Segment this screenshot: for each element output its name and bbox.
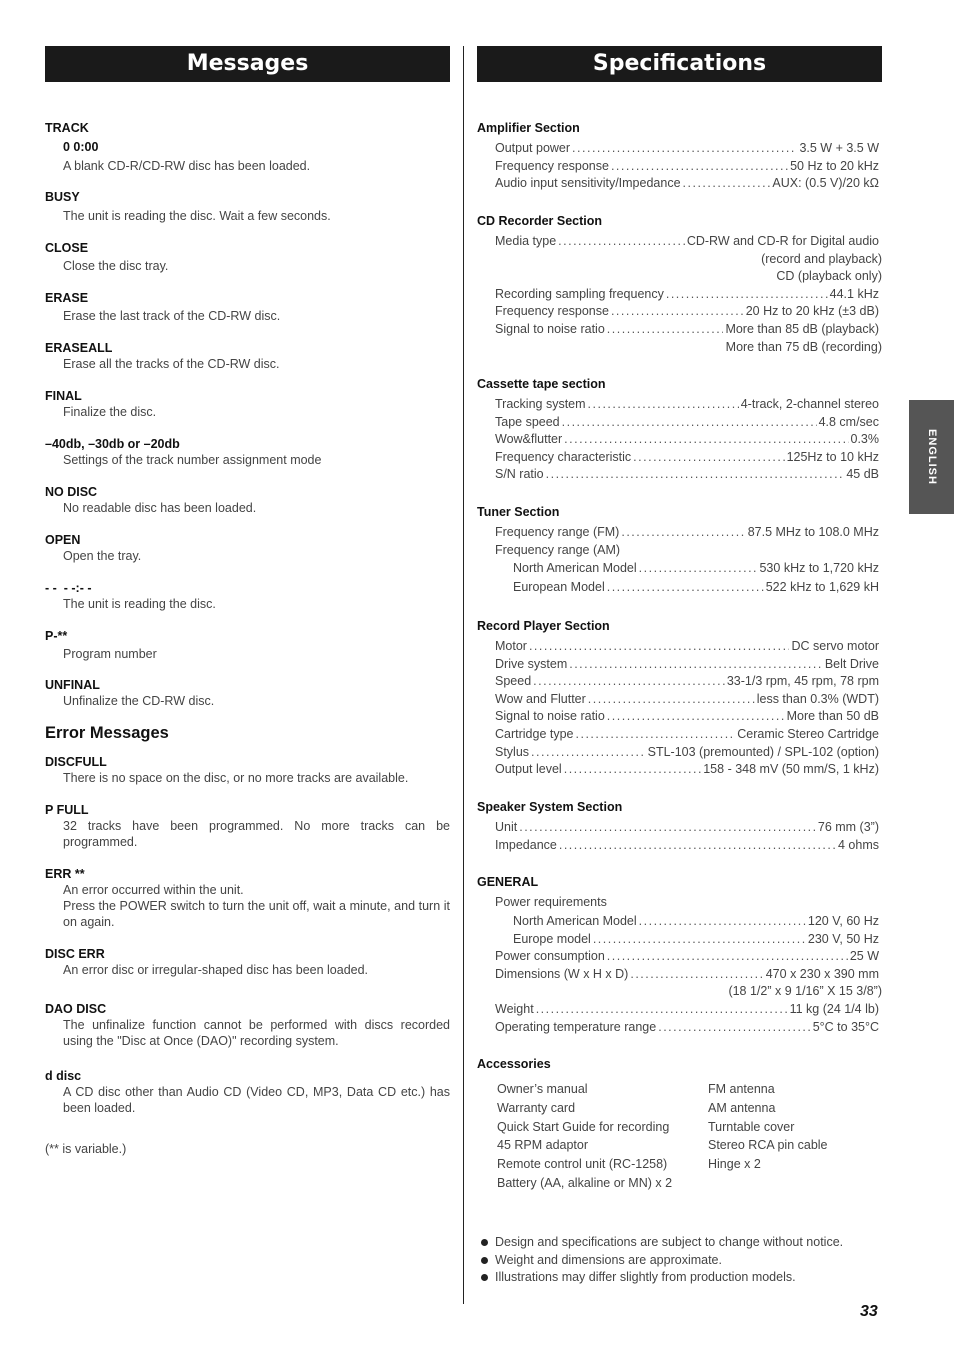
message-program	[45, 628, 450, 662]
spec-row	[477, 819, 879, 837]
leader-dots	[546, 466, 845, 484]
spec-value: 3.5 W + 3.5 W	[799, 141, 879, 155]
spec-row	[477, 449, 879, 467]
message-desc: Close the disc tray.	[63, 259, 169, 273]
error-term: ERR **	[45, 867, 85, 881]
spec-row	[477, 578, 879, 597]
speaker-section	[477, 799, 882, 854]
spec-label: Signal to noise ratio	[495, 321, 605, 336]
spec-value: 4 ohms	[838, 837, 879, 852]
message-term: –40db, –30db or –20db	[45, 437, 180, 451]
spec-label: Weight	[495, 1001, 534, 1016]
error-term: DAO DISC	[45, 1002, 107, 1016]
accessory-item: 45 RPM adaptor	[497, 1138, 589, 1153]
spec-value: STL-103 (premounted) / SPL-102 (option)	[647, 744, 879, 759]
spec-row	[477, 931, 879, 949]
spec-row	[477, 708, 879, 726]
spec-value: 50 Hz to 20 kHz	[790, 158, 879, 173]
messages-title: Messages	[45, 46, 450, 82]
spec-value: 230 V, 50 Hz	[807, 931, 879, 946]
spec-label: Speed	[495, 674, 532, 689]
page-number: 33	[860, 1303, 878, 1320]
error-desc: The unfinalize function cannot be performed with discs recorded using the "Disc at Once (DAO)" recording system.	[63, 1018, 450, 1048]
leader-dots	[564, 431, 848, 449]
spec-row	[477, 638, 879, 656]
leader-dots	[572, 140, 797, 158]
spec-label: Output level	[495, 762, 562, 777]
spec-continuation: More than 75 dB (recording)	[725, 339, 882, 354]
cd-recorder-section	[477, 213, 882, 356]
tuner-section	[477, 504, 882, 597]
spec-label: Stylus	[495, 744, 530, 759]
error-desc: Press the POWER switch to turn the unit off, wait a minute, and turn it on again.	[63, 899, 450, 929]
message-close	[45, 240, 450, 274]
spec-row	[477, 524, 879, 542]
record-player-section	[477, 618, 882, 779]
error-discerr	[45, 946, 450, 978]
spec-row	[477, 966, 879, 984]
spec-value: 0.3%	[850, 432, 879, 447]
variable-note: (** is variable.)	[45, 1142, 127, 1156]
message-desc: Program number	[63, 647, 157, 661]
spec-label: Audio input sensitivity/Impedance	[495, 176, 681, 191]
spec-value: 20 Hz to 20 kHz (±3 dB)	[745, 304, 879, 319]
error-term: P FULL	[45, 803, 89, 817]
leader-dots	[519, 819, 816, 837]
spec-continuation: (18 1/2” x 9 1/16” X 15 3/8”)	[728, 984, 882, 999]
message-desc: The unit is reading the disc. Wait a few seconds.	[63, 209, 331, 223]
spec-value: Belt Drive	[824, 656, 879, 671]
leader-dots	[607, 708, 785, 726]
spec-row	[477, 140, 879, 158]
spec-label: North American Model	[513, 913, 637, 928]
error-term: DISC ERR	[45, 947, 105, 961]
accessories-list	[477, 1080, 882, 1193]
leader-dots	[536, 1001, 788, 1019]
spec-label: Wow and Flutter	[495, 691, 586, 706]
note-item: Weight and dimensions are approximate.	[477, 1252, 843, 1270]
language-tab	[909, 400, 954, 514]
spec-row	[477, 948, 879, 966]
error-discfull	[45, 754, 450, 786]
spec-value: 4-track, 2-channel stereo	[740, 397, 879, 411]
error-daodisc	[45, 1001, 450, 1049]
error-ddisc	[45, 1068, 450, 1116]
leader-dots	[576, 726, 736, 744]
spec-value: Ceramic Stereo Cartridge	[737, 726, 879, 741]
spec-value: 45 dB	[846, 467, 879, 482]
spec-row	[477, 726, 879, 744]
spec-value: 76 mm (3”)	[817, 820, 879, 834]
message-desc: No readable disc has been loaded.	[63, 501, 257, 515]
section-title: GENERAL	[477, 875, 539, 889]
accessories-column-1	[497, 1080, 708, 1193]
spec-row	[477, 1019, 879, 1037]
accessory-item: Stereo RCA pin cable	[708, 1138, 828, 1153]
error-desc: An error disc or irregular-shaped disc has been loaded.	[63, 963, 369, 977]
leader-dots	[531, 744, 646, 762]
leader-dots	[529, 638, 790, 656]
message-term: OPEN	[45, 533, 81, 547]
spec-label: Motor	[495, 639, 527, 653]
accessory-item: Battery (AA, alkaline or MN) x 2	[497, 1175, 673, 1190]
accessory-item: Turntable cover	[708, 1119, 795, 1134]
message-desc: Erase all the tracks of the CD-RW disc.	[63, 357, 280, 371]
leader-dots	[621, 524, 745, 542]
leader-dots	[658, 1019, 811, 1037]
accessory-item: Hinge x 2	[708, 1157, 761, 1172]
spec-value: 87.5 MHz to 108.0 MHz	[747, 525, 879, 539]
leader-dots	[611, 303, 744, 321]
spec-label: Frequency response	[495, 158, 609, 173]
accessories-column-2	[708, 1080, 828, 1193]
spec-label: Impedance	[495, 837, 557, 852]
leader-dots	[607, 948, 848, 966]
message-term: CLOSE	[45, 241, 89, 255]
spec-label: Dimensions (W x H x D)	[495, 966, 629, 981]
spec-label: Power requirements	[495, 895, 607, 909]
spec-value: 44.1 kHz	[829, 286, 879, 301]
spec-row	[477, 1001, 879, 1019]
leader-dots	[564, 761, 702, 779]
message-term: ERASE	[45, 291, 89, 305]
message-term: - - - -:- -	[45, 581, 92, 595]
leader-dots	[533, 673, 725, 691]
message-unfinal	[45, 677, 450, 709]
spec-row	[477, 761, 879, 779]
section-title: Tuner Section	[477, 505, 560, 519]
spec-value: More than 50 dB	[786, 709, 879, 724]
spec-row	[477, 656, 879, 674]
error-desc: An error occurred within the unit.	[63, 883, 244, 897]
spec-label: Tracking system	[495, 397, 586, 411]
spec-value: 4.8 cm/sec	[818, 414, 879, 429]
message-term: TRACK	[45, 121, 89, 135]
leader-dots	[569, 656, 823, 674]
spec-label: Unit	[495, 820, 518, 834]
note-item: Illustrations may differ slightly from production models.	[477, 1269, 843, 1287]
leader-dots	[639, 559, 758, 578]
spec-value: CD-RW and CD-R for Digital audio	[686, 234, 879, 248]
spec-continuation: (record and playback)	[761, 251, 882, 266]
message-desc: Open the tray.	[63, 549, 142, 563]
spec-label: Wow&flutter	[495, 432, 563, 447]
message-desc: Erase the last track of the CD-RW disc.	[63, 309, 281, 323]
specifications-column	[477, 46, 882, 1285]
spec-continuation: CD (playback only)	[776, 269, 882, 284]
section-title: Record Player Section	[477, 619, 610, 633]
accessory-item: Quick Start Guide for recording	[497, 1119, 670, 1134]
leader-dots	[630, 966, 763, 984]
spec-row	[477, 158, 879, 176]
spec-row	[477, 414, 879, 432]
spec-row	[477, 466, 879, 484]
spec-row	[477, 744, 879, 762]
error-desc: A CD disc other than Audio CD (Video CD, MP3, Data CD etc.) has been loaded.	[63, 1085, 450, 1115]
specifications-title: Specifications	[477, 46, 882, 82]
message-desc: Unfinalize the CD-RW disc.	[63, 694, 215, 708]
spec-value: 11 kg (24 1/4 lb)	[789, 1001, 879, 1016]
accessories-section	[477, 1056, 882, 1193]
message-desc: The unit is reading the disc.	[63, 597, 216, 611]
error-desc: 32 tracks have been programmed. No more tracks can be programmed.	[63, 819, 450, 849]
accessory-item: Remote control unit (RC-1258)	[497, 1157, 668, 1172]
message-erase	[45, 290, 450, 324]
section-title: Amplifier Section	[477, 121, 580, 135]
spec-label: S/N ratio	[495, 467, 544, 482]
section-title: Cassette tape section	[477, 377, 606, 391]
message-term: UNFINAL	[45, 678, 100, 692]
spec-row	[477, 396, 879, 414]
message-nodisc	[45, 484, 450, 516]
spec-label: European Model	[513, 580, 605, 595]
message-term: NO DISC	[45, 485, 98, 499]
spec-label: Tape speed	[495, 414, 560, 429]
spec-label: Frequency response	[495, 304, 609, 319]
spec-label: Cartridge type	[495, 726, 574, 741]
message-desc: Finalize the disc.	[63, 405, 157, 419]
message-sub: 0 0:00	[63, 140, 99, 154]
leader-dots	[607, 578, 764, 597]
message-term: BUSY	[45, 190, 80, 204]
leader-dots	[558, 233, 685, 251]
spec-label: Operating temperature range	[495, 1019, 657, 1034]
spec-value: 470 x 230 x 390 mm	[765, 966, 879, 981]
spec-value: 25 W	[849, 949, 879, 964]
section-title: Accessories	[477, 1057, 551, 1071]
spec-row	[477, 321, 879, 339]
error-messages-heading: Error Messages	[45, 724, 169, 742]
spec-label: Drive system	[495, 656, 568, 671]
language-tab-label: ENGLISH	[925, 429, 938, 485]
spec-label: Europe model	[513, 931, 591, 946]
message-term: FINAL	[45, 389, 82, 403]
spec-label: Frequency range (FM)	[495, 525, 620, 539]
message-db	[45, 436, 450, 468]
message-term: ERASEALL	[45, 341, 113, 355]
spec-label: Recording sampling frequency	[495, 286, 664, 301]
column-divider	[463, 46, 464, 1304]
accessory-item: FM antenna	[708, 1082, 775, 1096]
spec-row	[477, 691, 879, 709]
leader-dots	[611, 158, 788, 176]
accessory-item: Owner’s manual	[497, 1082, 588, 1096]
accessory-item: Warranty card	[497, 1100, 576, 1115]
spec-value: 530 kHz to 1,720 kHz	[759, 561, 879, 576]
leader-dots	[639, 912, 806, 931]
spec-value: More than 85 dB (playback)	[725, 321, 879, 336]
messages-column	[45, 46, 450, 1156]
error-term: DISCFULL	[45, 755, 107, 769]
message-dash	[45, 580, 450, 612]
spec-label: North American Model	[513, 561, 637, 576]
cassette-section	[477, 376, 882, 484]
error-term: d disc	[45, 1069, 82, 1083]
message-desc: A blank CD-R/CD-RW disc has been loaded.	[63, 159, 311, 173]
spec-row	[477, 175, 879, 193]
spec-value: 5°C to 35°C	[812, 1019, 879, 1034]
leader-dots	[593, 931, 806, 949]
leader-dots	[588, 396, 739, 414]
spec-label: Frequency characteristic	[495, 449, 632, 464]
spec-label: Signal to noise ratio	[495, 709, 605, 724]
amplifier-section	[477, 120, 882, 193]
spec-value: AUX: (0.5 V)/20 kΩ	[772, 176, 879, 191]
spec-value: DC servo motor	[791, 639, 879, 653]
leader-dots	[562, 414, 817, 432]
message-track	[45, 120, 450, 174]
accessory-item: AM antenna	[708, 1100, 776, 1115]
message-desc: Settings of the track number assignment mode	[63, 453, 322, 467]
spec-row	[477, 559, 879, 578]
section-title: CD Recorder Section	[477, 214, 603, 228]
spec-row	[477, 431, 879, 449]
spec-value: 158 - 348 mV (50 mm/S, 1 kHz)	[703, 762, 879, 777]
message-busy	[45, 189, 450, 224]
message-open	[45, 532, 450, 564]
message-term: P-**	[45, 629, 68, 643]
spec-row	[477, 233, 879, 251]
spec-label: Output power	[495, 141, 571, 155]
general-section	[477, 874, 882, 1036]
error-err	[45, 866, 450, 930]
leader-dots	[607, 321, 724, 339]
note-item: Design and specifications are subject to change without notice.	[477, 1234, 843, 1252]
spec-row	[477, 912, 879, 931]
spec-label: Power consumption	[495, 949, 605, 964]
message-final	[45, 388, 450, 420]
spec-label: Frequency range (AM)	[495, 542, 621, 557]
leader-dots	[633, 449, 784, 467]
spec-value: less than 0.3% (WDT)	[756, 691, 879, 706]
spec-value: 522 kHz to 1,629 kH	[765, 580, 879, 595]
spec-label: Media type	[495, 234, 557, 248]
leader-dots	[588, 691, 755, 709]
error-pfull	[45, 802, 450, 850]
spec-row	[477, 837, 879, 855]
spec-row	[477, 673, 879, 691]
leader-dots	[683, 175, 771, 193]
leader-dots	[559, 837, 836, 855]
message-eraseall	[45, 340, 450, 372]
leader-dots	[666, 286, 828, 304]
error-desc: There is no space on the disc, or no more tracks are available.	[63, 771, 409, 785]
section-title: Speaker System Section	[477, 800, 623, 814]
spec-value: 33-1/3 rpm, 45 rpm, 78 rpm	[726, 674, 879, 689]
spec-value: 120 V, 60 Hz	[807, 913, 879, 928]
notes-list	[477, 1234, 843, 1287]
spec-value: 125Hz to 10 kHz	[786, 449, 879, 464]
spec-row	[477, 286, 879, 304]
spec-row	[477, 303, 879, 321]
